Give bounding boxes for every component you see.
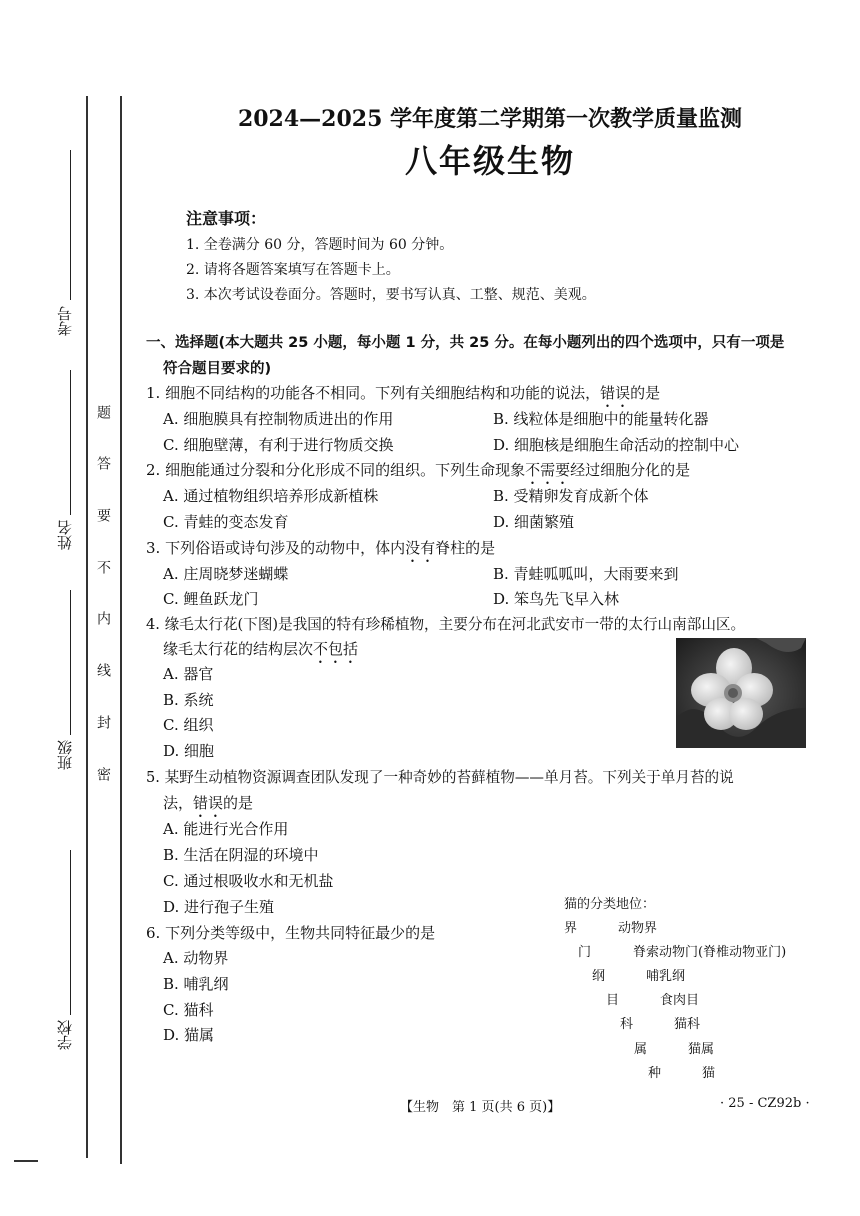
margin-line-outer bbox=[86, 96, 88, 1158]
question-6-option-d: D. 猫属 bbox=[163, 1026, 215, 1044]
seal-char: 密 bbox=[95, 767, 111, 781]
question-5-stem-text: 法， bbox=[163, 794, 194, 812]
taxonomy-rank: 纲 bbox=[592, 969, 606, 984]
question-2-option-c: C. 青蛙的变态发育 bbox=[163, 513, 289, 531]
paper-code: · 25 - CZ92b · bbox=[720, 1096, 810, 1111]
question-5-option-c: C. 通过根吸收水和无机盐 bbox=[163, 872, 334, 890]
notice-item: 2. 请将各题答案填写在答题卡上。 bbox=[186, 262, 400, 278]
notice-title: 注意事项： bbox=[186, 209, 267, 228]
seal-char: 答 bbox=[95, 456, 111, 470]
question-4-option-d: D. 细胞 bbox=[163, 742, 215, 760]
question-3-stem-end: 脊柱的是 bbox=[435, 539, 496, 557]
taxonomy-title: 猫的分类地位： bbox=[564, 897, 656, 912]
question-4-option-c: C. 组织 bbox=[163, 716, 214, 734]
taxonomy-name: 动物界 bbox=[618, 921, 658, 936]
field-class-line bbox=[70, 590, 71, 735]
question-6-option-a: A. 动物界 bbox=[163, 949, 229, 967]
field-class: 班级 bbox=[56, 740, 74, 770]
question-2-stem-end: 经过细胞分化的是 bbox=[570, 461, 691, 479]
field-exam-number: 考号 bbox=[56, 306, 74, 336]
taxonomy-rank: 种 bbox=[648, 1066, 662, 1081]
question-4-stem: 4. 缘毛太行花(下图)是我国的特有珍稀植物，主要分布在河北武安市一带的太行山南部山区。 bbox=[146, 616, 746, 633]
field-name-line bbox=[70, 370, 71, 515]
margin-line-inner bbox=[120, 96, 122, 1164]
question-4-option-b: B. 系统 bbox=[163, 691, 214, 709]
question-5-option-d: D. 进行孢子生殖 bbox=[163, 898, 275, 916]
question-1-stem bbox=[146, 382, 660, 411]
field-school: 学校 bbox=[56, 1020, 74, 1050]
question-5-option-a: A. 能进行光合作用 bbox=[163, 820, 289, 838]
question-2-option-a: A. 通过植物组织培养形成新植株 bbox=[163, 487, 379, 505]
question-4-option-a: A. 器官 bbox=[163, 665, 214, 683]
field-name: 姓名 bbox=[56, 520, 74, 550]
notice-item: 3. 本次考试设卷面分。答题时，要书写认真、工整、规范、美观。 bbox=[186, 287, 596, 303]
question-1-stem-end: 的是 bbox=[630, 384, 661, 402]
flower-photo bbox=[676, 638, 806, 748]
question-6-option-c: C. 猫科 bbox=[163, 1001, 214, 1019]
question-1-emphasis: 错误 bbox=[600, 384, 631, 402]
taxonomy-rank: 目 bbox=[606, 993, 620, 1008]
question-3-stem-text: 3. 下列俗语或诗句涉及的动物中，体内 bbox=[146, 539, 406, 557]
question-3-stem bbox=[146, 537, 495, 566]
taxonomy-name: 猫科 bbox=[674, 1017, 701, 1032]
field-exam-number-line bbox=[70, 150, 71, 300]
taxonomy-name: 食肉目 bbox=[660, 993, 700, 1008]
question-1-option-d: D. 细胞核是细胞生命活动的控制中心 bbox=[493, 436, 740, 454]
question-2-stem bbox=[146, 459, 690, 488]
taxonomy-rank: 门 bbox=[578, 945, 592, 960]
margin-mark bbox=[14, 1160, 38, 1162]
seal-char: 要 bbox=[95, 508, 111, 522]
question-6-stem: 6. 下列分类等级中，生物共同特征最少的是 bbox=[146, 924, 436, 942]
question-5-emphasis: 错误 bbox=[193, 794, 224, 812]
seal-char: 封 bbox=[95, 715, 111, 729]
flower-image-icon bbox=[676, 638, 806, 748]
question-2-emphasis: 不需要 bbox=[525, 461, 571, 479]
question-6-option-b: B. 哺乳纲 bbox=[163, 975, 229, 993]
question-1-option-a: A. 细胞膜具有控制物质进出的作用 bbox=[163, 410, 394, 428]
taxonomy-name: 哺乳纲 bbox=[646, 969, 686, 984]
notice-item: 1. 全卷满分 60 分，答题时间为 60 分钟。 bbox=[186, 237, 454, 253]
question-2-option-b: B. 受精卵发育成新个体 bbox=[493, 487, 649, 505]
question-1-option-c: C. 细胞壁薄，有利于进行物质交换 bbox=[163, 436, 394, 454]
question-2-stem-text: 2. 细胞能通过分裂和分化形成不同的组织。下列生命现象 bbox=[146, 461, 526, 479]
question-4-emphasis: 不包括 bbox=[313, 640, 359, 658]
seal-char: 线 bbox=[95, 663, 111, 677]
question-2-option-d: D. 细菌繁殖 bbox=[493, 513, 575, 531]
taxonomy-rank: 界 bbox=[564, 921, 578, 936]
exam-title: 2024—2025 学年度第二学期第一次教学质量监测 bbox=[237, 106, 743, 132]
taxonomy-rank: 科 bbox=[620, 1017, 634, 1032]
seal-char: 不 bbox=[95, 560, 111, 574]
section-heading-cont: 符合题目要求的) bbox=[163, 361, 272, 377]
question-5-stem-end: 的是 bbox=[223, 794, 254, 812]
question-3-option-b: B. 青蛙呱呱叫，大雨要来到 bbox=[493, 565, 679, 583]
question-1-stem-text: 1. 细胞不同结构的功能各不相同。下列有关细胞结构和功能的说法， bbox=[146, 384, 601, 402]
question-3-option-c: C. 鲤鱼跃龙门 bbox=[163, 590, 259, 608]
question-5-option-b: B. 生活在阴湿的环境中 bbox=[163, 846, 319, 864]
section-heading: 一、选择题(本大题共 25 小题，每小题 1 分，共 25 分。在每小题列出的四个选项中，只有一项是 bbox=[146, 335, 785, 351]
taxonomy-rank: 属 bbox=[634, 1042, 648, 1057]
seal-char: 题 bbox=[95, 405, 111, 419]
taxonomy-name: 猫属 bbox=[688, 1042, 715, 1057]
subject-title: 八年级生物 bbox=[404, 142, 575, 180]
question-4-stem-text: 缘毛太行花的结构层次 bbox=[163, 640, 314, 658]
question-1-option-b: B. 线粒体是细胞中的能量转化器 bbox=[493, 410, 709, 428]
seal-char: 内 bbox=[95, 611, 111, 625]
taxonomy-name: 猫 bbox=[702, 1066, 716, 1081]
taxonomy-name: 脊索动物门(脊椎动物亚门) bbox=[633, 945, 787, 960]
question-3-option-d: D. 笨鸟先飞早入林 bbox=[493, 590, 620, 608]
question-5-stem: 5. 某野生动植物资源调查团队发现了一种奇妙的苔藓植物——单月苔。下列关于单月苔的说 bbox=[146, 769, 734, 786]
field-school-line bbox=[70, 850, 71, 1015]
question-5-stem-cont bbox=[163, 792, 253, 821]
page-footer: 【生物 第 1 页(共 6 页)】 bbox=[400, 1100, 561, 1115]
question-3-emphasis: 没有 bbox=[405, 539, 436, 557]
question-3-option-a: A. 庄周晓梦迷蝴蝶 bbox=[163, 565, 289, 583]
